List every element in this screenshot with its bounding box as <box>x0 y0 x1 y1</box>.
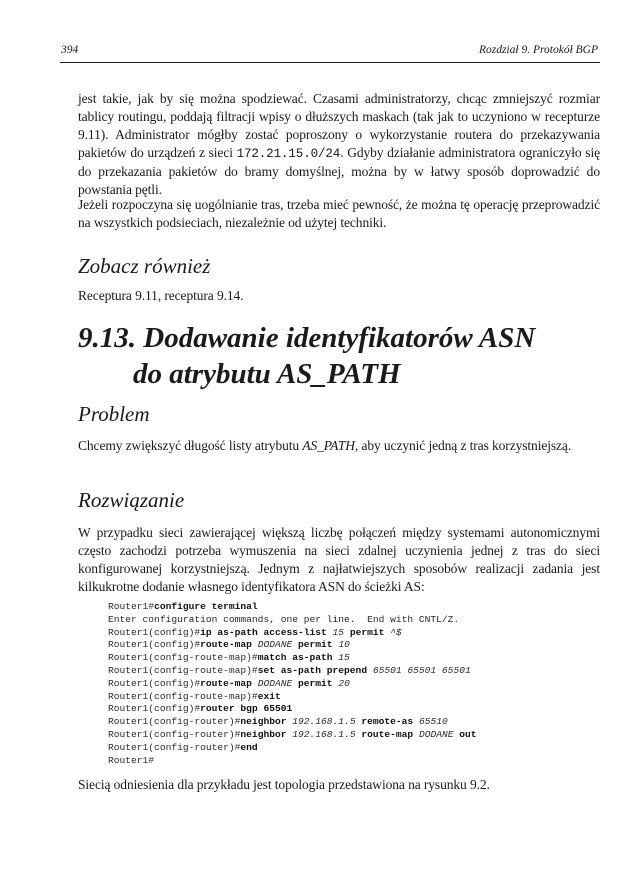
code-cmd2: permit <box>344 626 391 638</box>
code-line <box>108 639 588 652</box>
problem-heading: Problem <box>78 402 150 426</box>
paragraph-1 <box>78 90 600 199</box>
see-also-heading: Zobacz również <box>78 254 211 278</box>
code-arg: 65501 65501 65501 <box>372 664 471 676</box>
code-cmd: route-map <box>200 639 258 651</box>
code-prompt: Enter configuration commands, one per line. End with CNTL/Z. <box>108 613 460 625</box>
code-arg: DODANE <box>257 639 293 651</box>
problem-text <box>78 437 600 455</box>
section-title <box>78 320 598 392</box>
code-line <box>108 691 588 704</box>
code-cmd2: remote-as <box>355 716 419 728</box>
code-arg: 15 <box>332 626 345 638</box>
problem-text-b: , aby uczynić jedną z tras korzystniejszą. <box>354 438 572 453</box>
code-arg2: 10 <box>338 639 350 651</box>
solution-heading: Rozwiązanie <box>78 488 185 512</box>
code-arg: 192.168.1.5 <box>292 728 356 740</box>
code-cmd: neighbor <box>240 728 293 740</box>
page-number: 394 <box>61 44 79 56</box>
code-line <box>108 601 588 614</box>
code-cmd: configure terminal <box>154 601 258 612</box>
code-prompt: Router1(config-route-map)# <box>108 652 258 664</box>
code-line <box>108 729 588 742</box>
code-cmd2: permit <box>292 639 339 651</box>
code-cmd: set as-path prepend <box>257 664 373 676</box>
code-line <box>108 703 588 716</box>
code-prompt: Router1(config-router)# <box>108 716 241 728</box>
paragraph-1-text-a: jest takie, jak by się można spodziewać. Czasami administratorzy, chcąc zmniejszyć rozmiar tablicy routingu, poddają filtracji wpisy o dłuższych maskach (tak jak to uczyniono w recepturze 9.11). Administrator mógłby zostać poproszony o wykorzystanie routera do przekazywania pakietów do urządzeń z sieci <box>78 91 600 160</box>
inline-code-network: 172.21.15.0/24 <box>236 147 341 161</box>
code-prompt: Router1(config)# <box>108 626 201 638</box>
code-prompt: Router1(config-router)# <box>108 728 241 740</box>
code-prompt: Router1(config)# <box>108 677 201 689</box>
code-prompt: Router1# <box>108 754 155 766</box>
solution-text: W przypadku sieci zawierającej większą liczbę połączeń między systemami autonomicznymi często zachodzi potrzeba wymuszenia na sieci zdalnej uczynienia jednej z tras do sieci konfigurowanej korzystniejszą. Jednym z najłatwiejszych sposobów realizacji zadania jest kilkukrotne dodanie własnego identyfikatora ASN do ścieżki AS: <box>78 525 600 594</box>
code-line <box>108 678 588 691</box>
code-arg2: DODANE <box>418 728 454 740</box>
code-cmd: match as-path <box>257 652 339 664</box>
code-line <box>108 716 588 729</box>
code-prompt: Router1(config-route-map)# <box>108 664 258 676</box>
code-arg: DODANE <box>257 677 293 689</box>
paragraph-2: Jeżeli rozpoczyna się uogólnianie tras, trzeba mieć pewność, że można tę operację przeprowadzić na wszystkich podsieciach, niezależnie od użytej techniki. <box>78 197 600 230</box>
problem-text-a: Chcemy zwiększyć długość listy atrybutu <box>78 438 303 453</box>
code-cmd: exit <box>257 690 281 702</box>
code-cmd2: permit <box>292 677 339 689</box>
code-cmd: ip as-path access-list <box>200 626 333 638</box>
code-line <box>108 755 588 768</box>
see-also-text: Receptura 9.11, receptura 9.14. <box>78 288 244 303</box>
code-line <box>108 742 588 755</box>
code-line <box>108 627 588 640</box>
code-line <box>108 665 588 678</box>
code-prompt: Router1(config)# <box>108 703 201 715</box>
code-prompt: Router1# <box>108 601 155 612</box>
code-cmd: route-map <box>200 677 258 689</box>
problem-text-attribute: AS_PATH <box>302 438 355 453</box>
code-prompt: Router1(config-route-map)# <box>108 690 258 702</box>
code-arg2: 65510 <box>418 716 448 728</box>
code-cmd: neighbor <box>240 716 293 728</box>
code-line <box>108 652 588 665</box>
paragraph-1-text-b: . Gdyby działanie administratora ograniczyło się do przekazania pakietów do bramy domyślnej, można by w łatwy sposób doprowadzić do powstania pętli. <box>78 145 600 197</box>
section-title-line-1: 9.13. Dodawanie identyfikatorów ASN <box>78 322 536 354</box>
code-cmd3: out <box>453 728 477 740</box>
section-title-line-2: do atrybutu AS_PATH <box>133 358 401 390</box>
code-line <box>108 614 588 627</box>
code-arg2: 20 <box>338 677 350 689</box>
code-cmd2: route-map <box>355 728 419 740</box>
code-listing <box>108 601 588 767</box>
running-title: Rozdział 9. Protokół BGP <box>478 44 598 56</box>
code-arg: 15 <box>338 652 350 664</box>
header-rule <box>60 62 600 63</box>
code-prompt: Router1(config)# <box>108 639 201 651</box>
code-arg: 192.168.1.5 <box>292 716 356 728</box>
code-arg2: ^$ <box>390 626 402 638</box>
page-header <box>60 44 600 62</box>
code-prompt: Router1(config-router)# <box>108 741 241 753</box>
code-cmd: router bgp 65501 <box>200 703 293 715</box>
final-paragraph: Siecią odniesienia dla przykładu jest topologia przedstawiona na rysunku 9.2. <box>78 777 490 792</box>
code-cmd: end <box>240 741 258 753</box>
